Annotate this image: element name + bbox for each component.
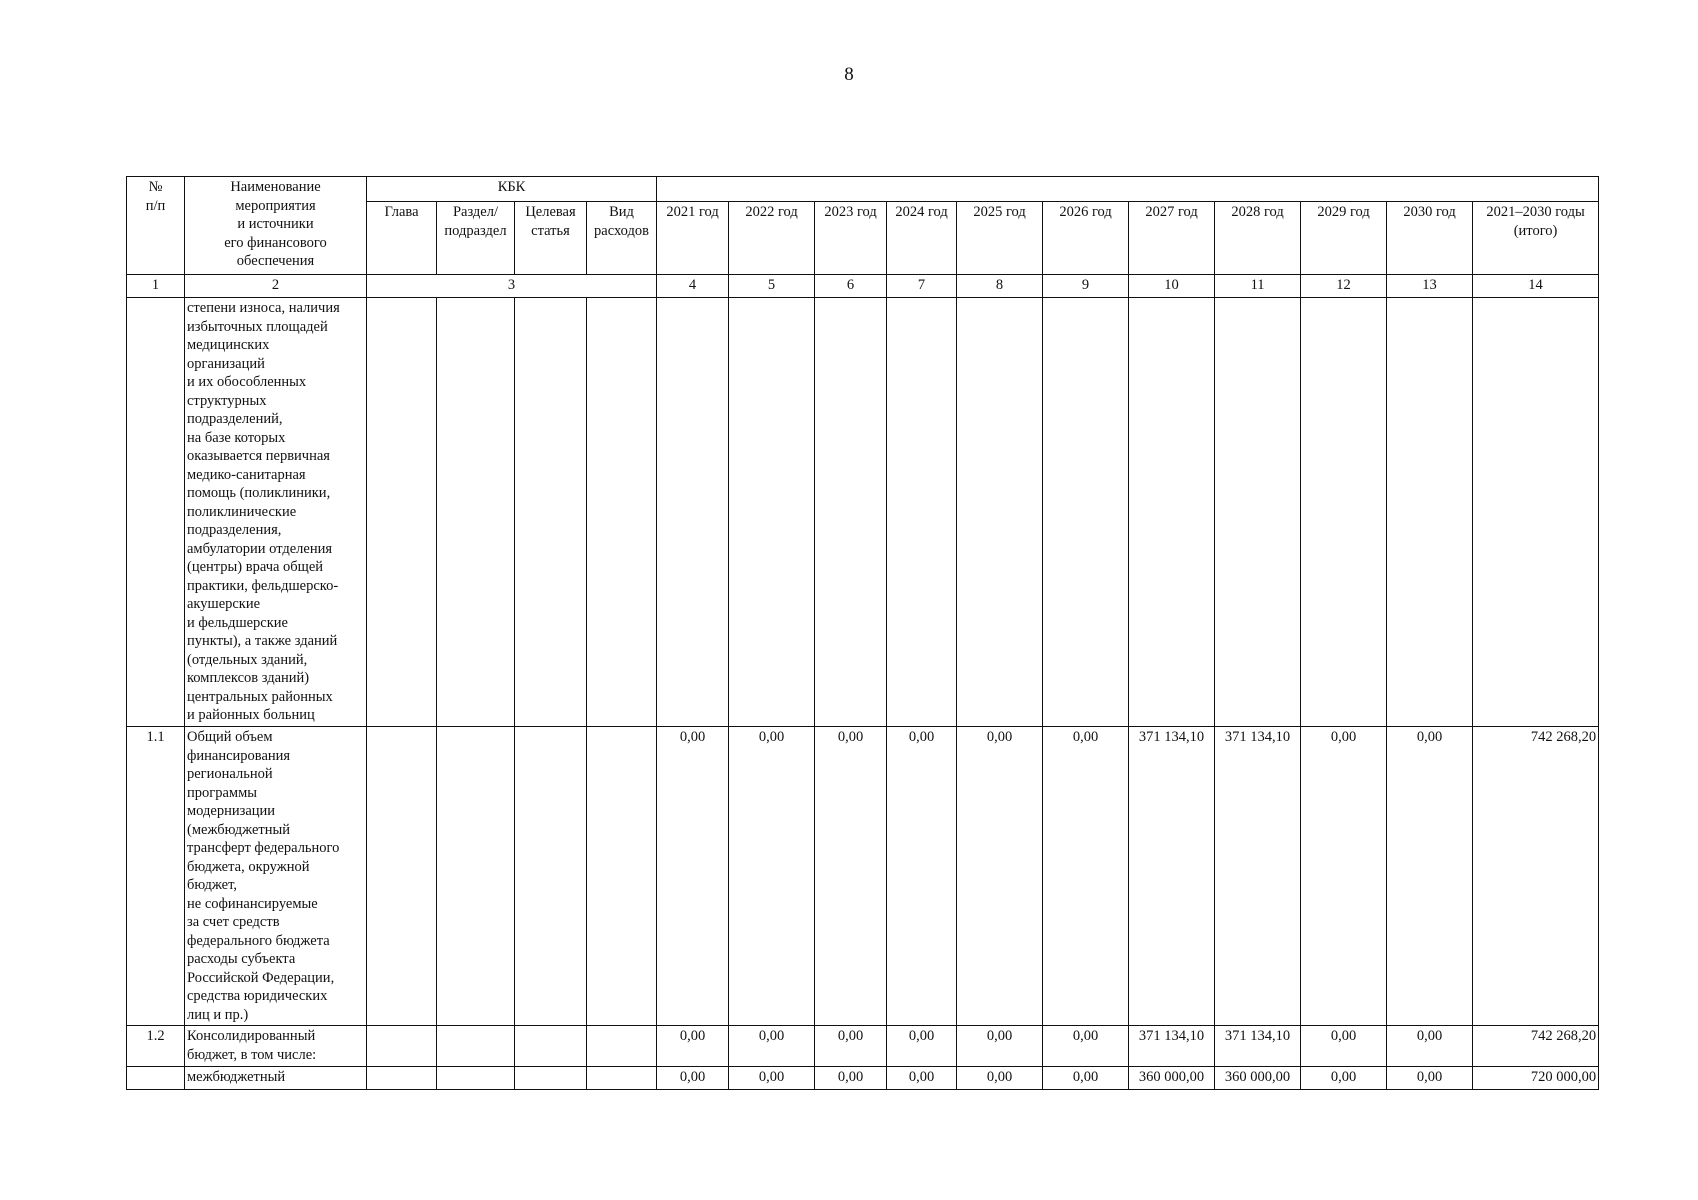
value-cell: 0,00 xyxy=(887,1067,957,1090)
header-num: № п/п xyxy=(127,177,185,275)
value-cell: 0,00 xyxy=(1043,1067,1129,1090)
table-row xyxy=(127,727,1599,1026)
header-year-2021: 2021 год xyxy=(657,202,729,275)
row-name: межбюджетный xyxy=(185,1067,367,1090)
column-number: 6 xyxy=(815,275,887,298)
value-cell xyxy=(657,298,729,727)
value-cell xyxy=(1215,298,1301,727)
value-cell: 0,00 xyxy=(887,1026,957,1067)
column-number: 8 xyxy=(957,275,1043,298)
value-cell: 371 134,10 xyxy=(1215,727,1301,1026)
value-cell: 0,00 xyxy=(1387,727,1473,1026)
row-name: Консолидированный бюджет, в том числе: xyxy=(185,1026,367,1067)
header-year-2030: 2030 год xyxy=(1387,202,1473,275)
page-number: 8 xyxy=(844,64,854,85)
column-number: 7 xyxy=(887,275,957,298)
value-cell: 0,00 xyxy=(1301,1026,1387,1067)
header-kbk-statya: Целевая статья xyxy=(515,202,587,275)
header-kbk: КБК xyxy=(367,177,657,202)
kbk-cell xyxy=(367,298,437,727)
row-number: 1.1 xyxy=(127,727,185,1026)
column-number: 4 xyxy=(657,275,729,298)
value-cell: 0,00 xyxy=(1043,1026,1129,1067)
value-cell: 0,00 xyxy=(1301,1067,1387,1090)
table-row xyxy=(127,298,1599,727)
header-year-2026: 2026 год xyxy=(1043,202,1129,275)
value-cell xyxy=(887,298,957,727)
total-cell: 720 000,00 xyxy=(1473,1067,1599,1090)
header-year-2028: 2028 год xyxy=(1215,202,1301,275)
row-name: Общий объем финансирования региональной программы модернизации (межбюджетный трансферт федерального бюджета, окружной бюджет, не софинансируемые за счет средств федерального бюджета расходы субъекта Российской Федерации, средства юридических лиц и пр.) xyxy=(185,727,367,1026)
row-name: степени износа, наличия избыточных площадей медицинских организаций и их обособленных структурных подразделений, на базе которых оказывается первичная медико-санитарная помощь (поликлиники, поликлинические подразделения, амбулатории отделения (центры) врача общей практики, фельдшерско- акушерские и фельдшерские пункты), а также зданий (отдельных зданий, комплексов зданий) центральных районных и районных больниц xyxy=(185,298,367,727)
header-year-2029: 2029 год xyxy=(1301,202,1387,275)
value-cell xyxy=(729,298,815,727)
value-cell: 0,00 xyxy=(729,1026,815,1067)
kbk-cell xyxy=(437,1026,515,1067)
table-row xyxy=(127,1026,1599,1067)
value-cell xyxy=(1129,298,1215,727)
row-number xyxy=(127,1067,185,1090)
value-cell: 360 000,00 xyxy=(1215,1067,1301,1090)
kbk-cell xyxy=(515,1026,587,1067)
column-number: 3 xyxy=(367,275,657,298)
header-year-2023: 2023 год xyxy=(815,202,887,275)
value-cell: 371 134,10 xyxy=(1129,1026,1215,1067)
header-year-2024: 2024 год xyxy=(887,202,957,275)
kbk-cell xyxy=(587,1026,657,1067)
header-name: Наименование мероприятия и источники его финансового обеспечения xyxy=(185,177,367,275)
kbk-cell xyxy=(437,1067,515,1090)
column-number: 12 xyxy=(1301,275,1387,298)
financing-table xyxy=(126,176,1599,1090)
header-total: 2021–2030 годы (итого) xyxy=(1473,202,1599,275)
row-number xyxy=(127,298,185,727)
column-number: 10 xyxy=(1129,275,1215,298)
kbk-cell xyxy=(367,1026,437,1067)
kbk-cell xyxy=(437,727,515,1026)
kbk-cell xyxy=(367,727,437,1026)
column-number-row xyxy=(127,275,1599,298)
total-cell: 742 268,20 xyxy=(1473,727,1599,1026)
header-year-2027: 2027 год xyxy=(1129,202,1215,275)
value-cell: 0,00 xyxy=(729,727,815,1026)
header-row-top xyxy=(127,177,1599,202)
kbk-cell xyxy=(587,298,657,727)
value-cell: 0,00 xyxy=(957,727,1043,1026)
header-kbk-razdel: Раздел/ подраздел xyxy=(437,202,515,275)
value-cell: 0,00 xyxy=(815,1026,887,1067)
table-row xyxy=(127,1067,1599,1090)
kbk-cell xyxy=(587,727,657,1026)
kbk-cell xyxy=(515,727,587,1026)
header-kbk-vid: Вид расходов xyxy=(587,202,657,275)
value-cell: 0,00 xyxy=(1387,1026,1473,1067)
value-cell: 0,00 xyxy=(657,1067,729,1090)
value-cell xyxy=(815,298,887,727)
column-number: 9 xyxy=(1043,275,1129,298)
value-cell xyxy=(957,298,1043,727)
value-cell: 371 134,10 xyxy=(1129,727,1215,1026)
value-cell: 0,00 xyxy=(887,727,957,1026)
value-cell xyxy=(1387,298,1473,727)
total-cell: 742 268,20 xyxy=(1473,1026,1599,1067)
header-year-2025: 2025 год xyxy=(957,202,1043,275)
kbk-cell xyxy=(587,1067,657,1090)
column-number: 13 xyxy=(1387,275,1473,298)
value-cell: 0,00 xyxy=(957,1067,1043,1090)
kbk-cell xyxy=(515,1067,587,1090)
header-years-group xyxy=(657,177,1599,202)
value-cell: 0,00 xyxy=(815,727,887,1026)
column-number: 5 xyxy=(729,275,815,298)
value-cell: 0,00 xyxy=(815,1067,887,1090)
value-cell: 0,00 xyxy=(957,1026,1043,1067)
value-cell: 0,00 xyxy=(1043,727,1129,1026)
value-cell: 0,00 xyxy=(657,727,729,1026)
header-kbk-glava: Глава xyxy=(367,202,437,275)
value-cell xyxy=(1301,298,1387,727)
value-cell: 0,00 xyxy=(1301,727,1387,1026)
column-number: 11 xyxy=(1215,275,1301,298)
kbk-cell xyxy=(367,1067,437,1090)
value-cell: 0,00 xyxy=(729,1067,815,1090)
value-cell: 0,00 xyxy=(657,1026,729,1067)
column-number: 2 xyxy=(185,275,367,298)
kbk-cell xyxy=(515,298,587,727)
value-cell: 0,00 xyxy=(1387,1067,1473,1090)
header-year-2022: 2022 год xyxy=(729,202,815,275)
total-cell xyxy=(1473,298,1599,727)
value-cell xyxy=(1043,298,1129,727)
value-cell: 360 000,00 xyxy=(1129,1067,1215,1090)
column-number: 1 xyxy=(127,275,185,298)
value-cell: 371 134,10 xyxy=(1215,1026,1301,1067)
column-number: 14 xyxy=(1473,275,1599,298)
row-number: 1.2 xyxy=(127,1026,185,1067)
kbk-cell xyxy=(437,298,515,727)
